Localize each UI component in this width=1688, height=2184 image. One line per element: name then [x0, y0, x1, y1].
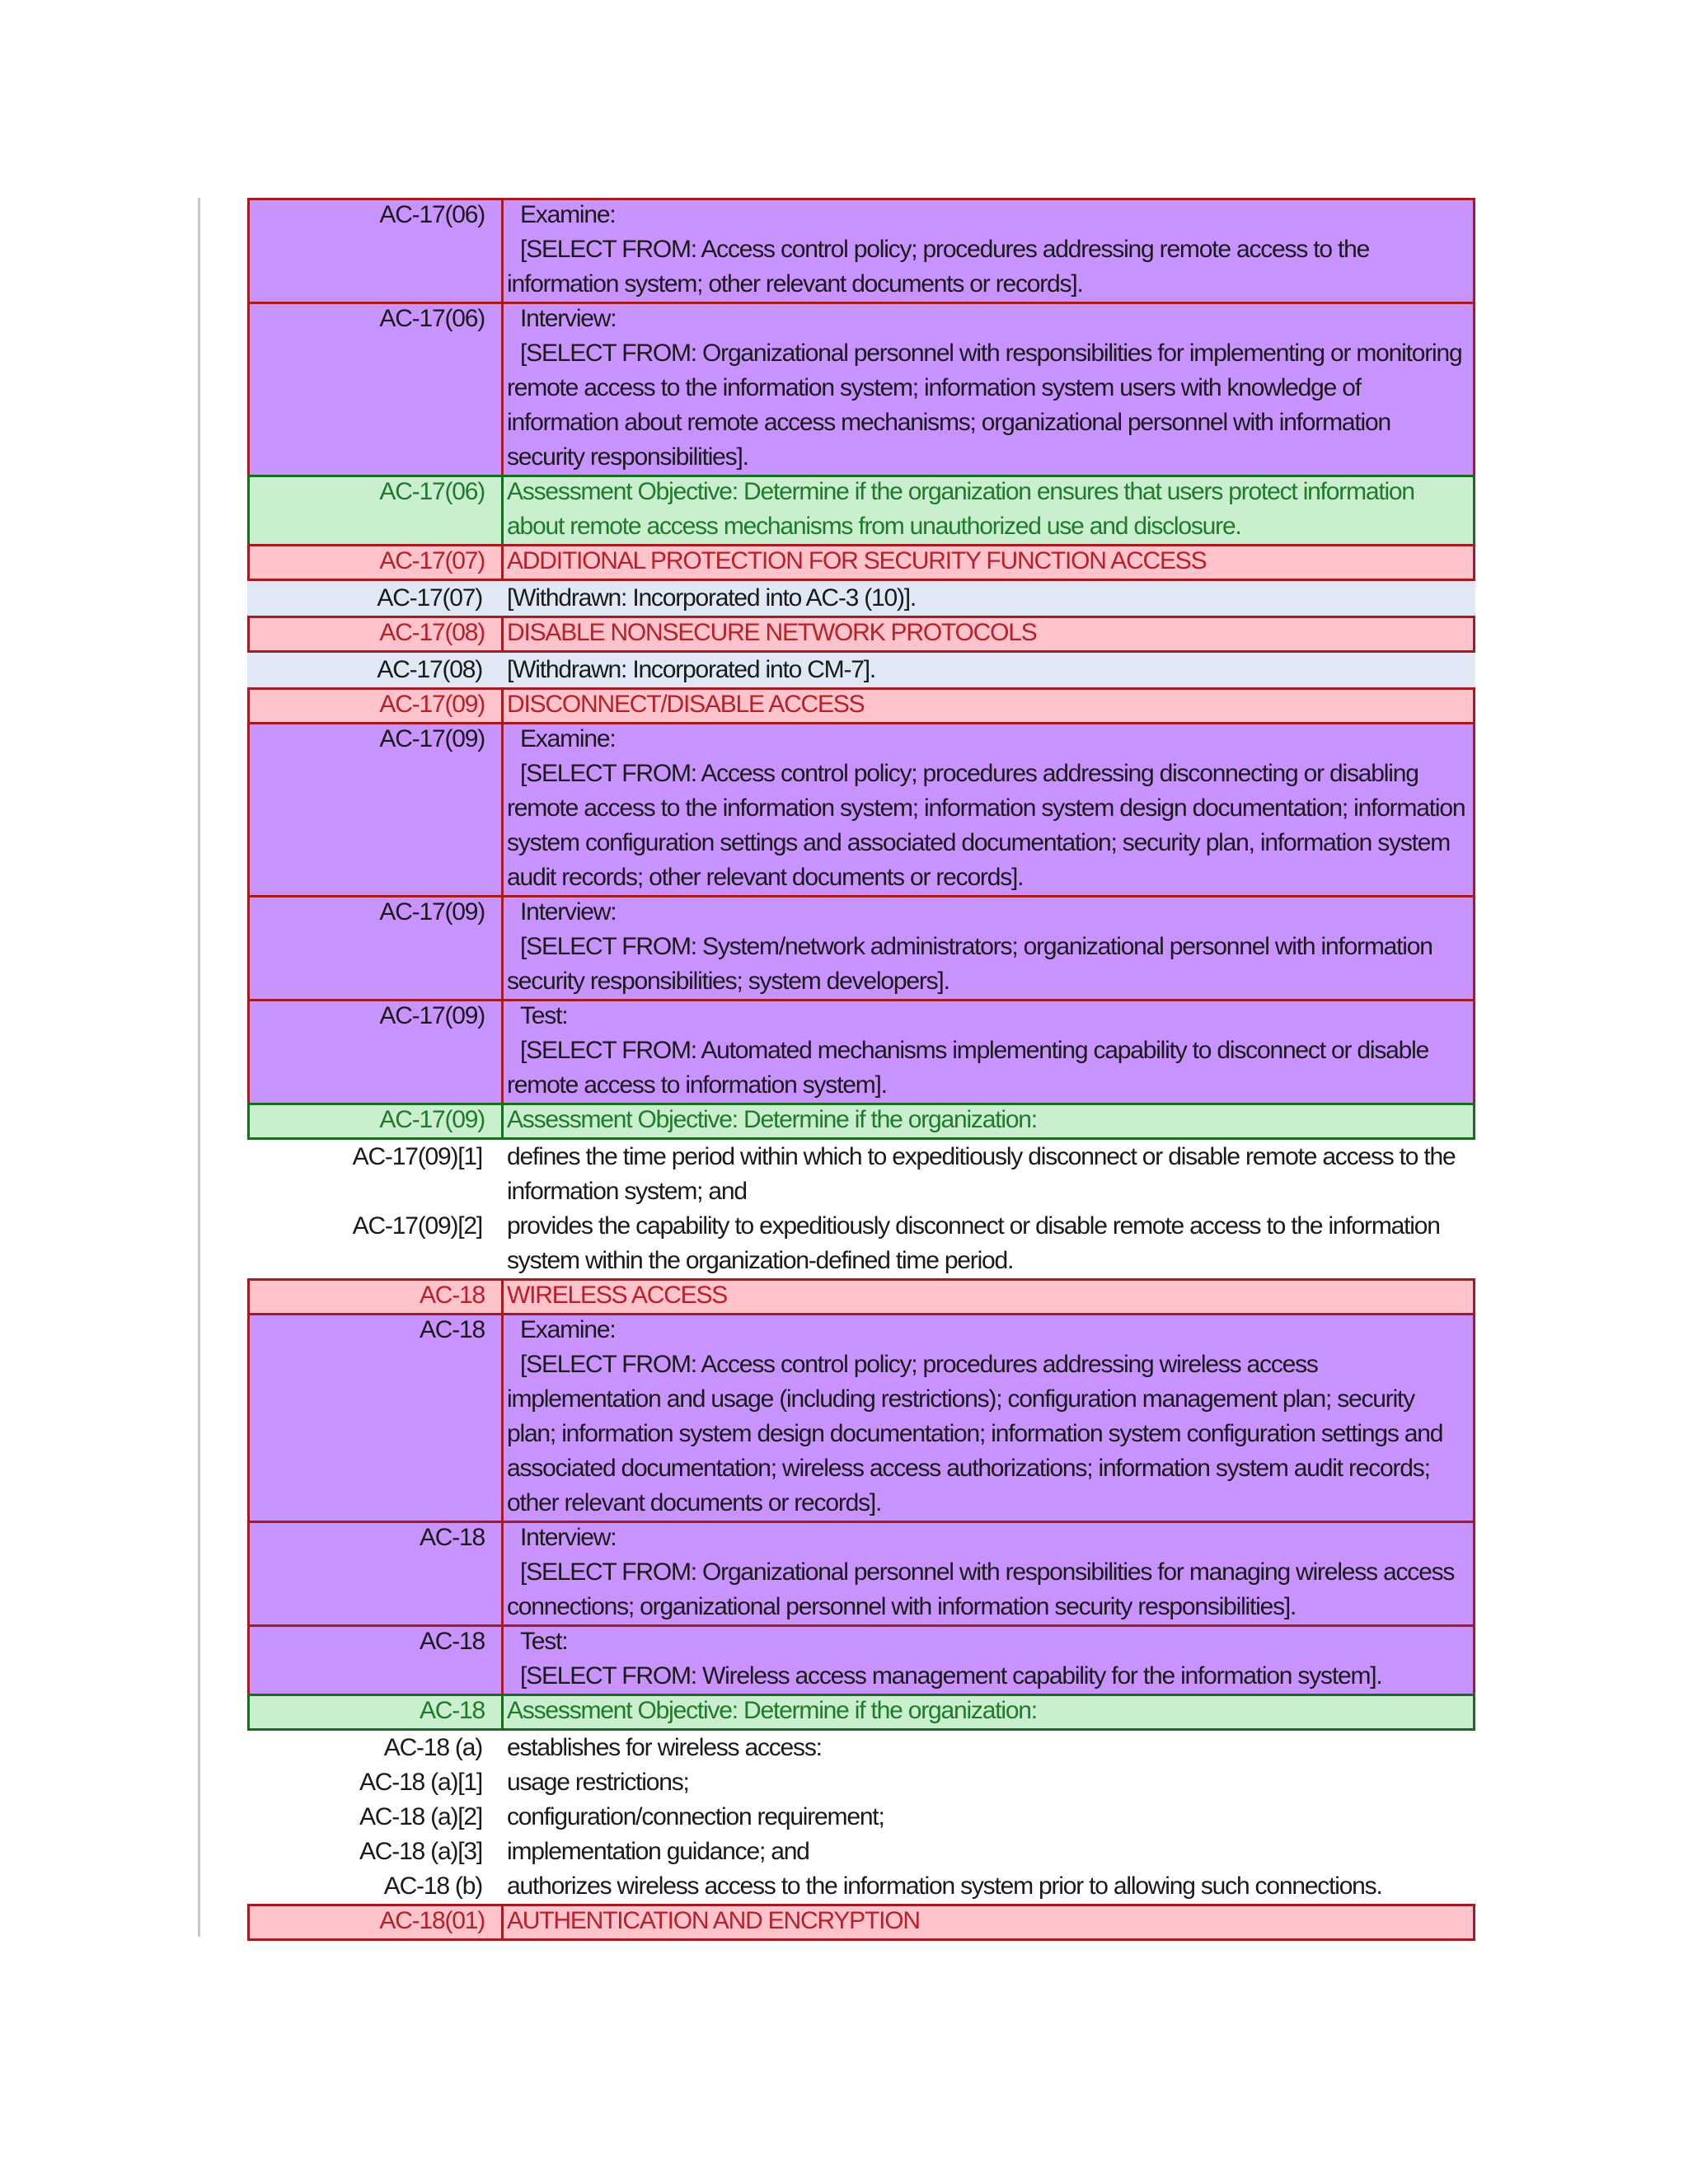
control-text: [507, 1521, 1473, 1624]
text-line: [SELECT FROM: Access control policy; procedures addressing wireless access: [520, 1351, 1318, 1378]
text-line: remote access to information system].: [507, 1071, 887, 1099]
table-row: [247, 544, 1475, 579]
control-text: [507, 1209, 1475, 1278]
text-line: Examine:: [520, 1316, 616, 1343]
text-line: [SELECT FROM: Automated mechanisms implementing capability to disconnect or disable: [520, 1037, 1429, 1064]
control-text: [507, 302, 1473, 475]
control-id: AC-17(07): [379, 547, 485, 574]
control-id: AC-18 (a)[3]: [359, 1838, 482, 1865]
text-line: Examine:: [520, 201, 616, 228]
table-row: [247, 1765, 1475, 1800]
text-line: information system; and: [507, 1178, 747, 1205]
control-text: [507, 1904, 1473, 1938]
control-id: AC-18: [419, 1524, 485, 1551]
text-line: WIRELESS ACCESS: [507, 1282, 728, 1309]
table-row: [247, 895, 1475, 999]
text-line: provides the capability to expeditiously disconnect or disable remote access to the information: [507, 1212, 1440, 1240]
control-id: AC-17(06): [379, 305, 485, 332]
control-text: [507, 1800, 1475, 1835]
text-line: plan; information system design documentation; information system configuration settings and: [507, 1420, 1443, 1447]
text-line: Interview:: [520, 305, 617, 332]
table-row: [247, 1140, 1475, 1209]
table-row: [247, 1731, 1475, 1765]
control-text: [507, 475, 1473, 544]
control-id: AC-18: [419, 1697, 485, 1724]
text-line: DISCONNECT/DISABLE ACCESS: [507, 691, 865, 718]
text-line: defines the time period within which to expeditiously disconnect or disable remote access to the: [507, 1143, 1456, 1170]
text-line: configuration/connection requirement;: [507, 1803, 884, 1830]
table-row: [247, 1835, 1475, 1869]
text-line: implementation guidance; and: [507, 1838, 809, 1865]
text-line: DISABLE NONSECURE NETWORK PROTOCOLS: [507, 619, 1037, 646]
text-line: [Withdrawn: Incorporated into AC-3 (10)].: [507, 584, 917, 612]
text-line: [SELECT FROM: System/network administrators; organizational personnel with information: [520, 933, 1432, 960]
control-id: AC-18 (a)[1]: [359, 1769, 482, 1796]
text-line: [SELECT FROM: Wireless access management capability for the information system].: [520, 1662, 1382, 1690]
text-line: security responsibilities; system developers].: [507, 968, 950, 995]
table-row: [247, 999, 1475, 1103]
control-id: AC-17(09): [379, 1106, 485, 1133]
text-line: establishes for wireless access:: [507, 1734, 822, 1761]
control-id: AC-18(01): [379, 1907, 485, 1934]
control-text: [507, 1731, 1475, 1765]
control-text: [507, 581, 1475, 616]
control-text: [507, 1765, 1475, 1800]
table-row: [247, 1624, 1475, 1694]
table-row: [247, 1209, 1475, 1278]
control-text: [507, 1869, 1475, 1904]
table-row: [247, 1800, 1475, 1835]
control-text: [507, 722, 1473, 895]
control-id: AC-17(08): [379, 619, 485, 646]
assessment-table: [247, 198, 1475, 1941]
control-text: [507, 687, 1473, 722]
text-line: Assessment Objective: Determine if the organization:: [507, 1697, 1037, 1724]
control-id: AC-17(09)[1]: [352, 1143, 482, 1170]
control-id: AC-18 (b): [383, 1872, 482, 1900]
control-text: [507, 1624, 1473, 1694]
text-line: information system; other relevant documents or records].: [507, 270, 1083, 298]
table-row: [247, 1313, 1475, 1521]
control-id: AC-17(09): [379, 725, 485, 752]
text-line: other relevant documents or records].: [507, 1489, 882, 1516]
text-line: Interview:: [520, 1524, 617, 1551]
text-line: information about remote access mechanisms; organizational personnel with information: [507, 409, 1390, 436]
text-line: Examine:: [520, 725, 616, 752]
table-row: [247, 1278, 1475, 1313]
table-row: [247, 1694, 1475, 1728]
text-line: Test:: [520, 1002, 568, 1029]
margin-rule: [198, 198, 200, 1937]
control-id: AC-17(09): [379, 898, 485, 926]
table-row: [247, 722, 1475, 895]
control-id: AC-18: [419, 1316, 485, 1343]
text-line: usage restrictions;: [507, 1769, 689, 1796]
control-text: [507, 1835, 1475, 1869]
control-id: AC-17(07): [377, 584, 482, 612]
text-line: Interview:: [520, 898, 617, 926]
text-line: audit records; other relevant documents or records].: [507, 864, 1024, 891]
table-row: [247, 1904, 1475, 1938]
text-line: remote access to the information system; information system design documentation; information: [507, 794, 1465, 822]
table-row: [247, 1521, 1475, 1624]
text-line: [SELECT FROM: Organizational personnel with responsibilities for implementing or monitoring: [520, 340, 1462, 367]
text-line: security responsibilities].: [507, 443, 748, 471]
text-line: authorizes wireless access to the information system prior to allowing such connections.: [507, 1872, 1382, 1900]
table-row: [247, 653, 1475, 687]
control-id: AC-18: [419, 1282, 485, 1309]
text-line: [Withdrawn: Incorporated into CM-7].: [507, 656, 875, 683]
control-text: [507, 653, 1475, 687]
text-line: ADDITIONAL PROTECTION FOR SECURITY FUNCTION ACCESS: [507, 547, 1207, 574]
control-text: [507, 895, 1473, 999]
table-row: [247, 302, 1475, 475]
control-id: AC-18 (a): [383, 1734, 482, 1761]
control-text: [507, 999, 1473, 1103]
control-id: AC-17(06): [379, 478, 485, 505]
table-row: [247, 1103, 1475, 1137]
table-row: [247, 687, 1475, 722]
control-id: AC-17(09): [379, 1002, 485, 1029]
text-line: [SELECT FROM: Access control policy; procedures addressing disconnecting or disabling: [520, 760, 1418, 787]
control-id: AC-17(06): [379, 201, 485, 228]
text-line: [SELECT FROM: Access control policy; procedures addressing remote access to the: [520, 236, 1370, 263]
control-id: AC-17(08): [377, 656, 482, 683]
text-line: Assessment Objective: Determine if the organization ensures that users protect information: [507, 478, 1414, 505]
table-row: [247, 198, 1475, 302]
control-id: AC-18 (a)[2]: [359, 1803, 482, 1830]
text-line: system configuration settings and associated documentation; security plan, information system: [507, 829, 1451, 856]
control-id: AC-18: [419, 1628, 485, 1655]
text-line: about remote access mechanisms from unauthorized use and disclosure.: [507, 513, 1241, 540]
table-row: [247, 475, 1475, 544]
control-text: [507, 1103, 1473, 1137]
text-line: Assessment Objective: Determine if the organization:: [507, 1106, 1037, 1133]
text-line: AUTHENTICATION AND ENCRYPTION: [507, 1907, 920, 1934]
text-line: associated documentation; wireless access authorizations; information system audit records;: [507, 1455, 1430, 1482]
table-row: [247, 1869, 1475, 1904]
row-border: [247, 1938, 1475, 1941]
text-line: implementation and usage (including restrictions); configuration management plan; security: [507, 1385, 1414, 1413]
control-text: [507, 1278, 1473, 1313]
control-text: [507, 1140, 1475, 1209]
text-line: [SELECT FROM: Organizational personnel with responsibilities for managing wireless access: [520, 1558, 1455, 1586]
text-line: remote access to the information system; information system users with knowledge of: [507, 374, 1361, 401]
control-id: AC-17(09): [379, 691, 485, 718]
text-line: Test:: [520, 1628, 568, 1655]
control-text: [507, 616, 1473, 650]
text-line: connections; organizational personnel with information security responsibilities].: [507, 1593, 1296, 1620]
table-row: [247, 581, 1475, 616]
control-text: [507, 198, 1473, 302]
control-text: [507, 1694, 1473, 1728]
control-id: AC-17(09)[2]: [352, 1212, 482, 1240]
control-text: [507, 544, 1473, 579]
control-text: [507, 1313, 1473, 1521]
table-row: [247, 616, 1475, 650]
text-line: system within the organization-defined time period.: [507, 1247, 1014, 1274]
